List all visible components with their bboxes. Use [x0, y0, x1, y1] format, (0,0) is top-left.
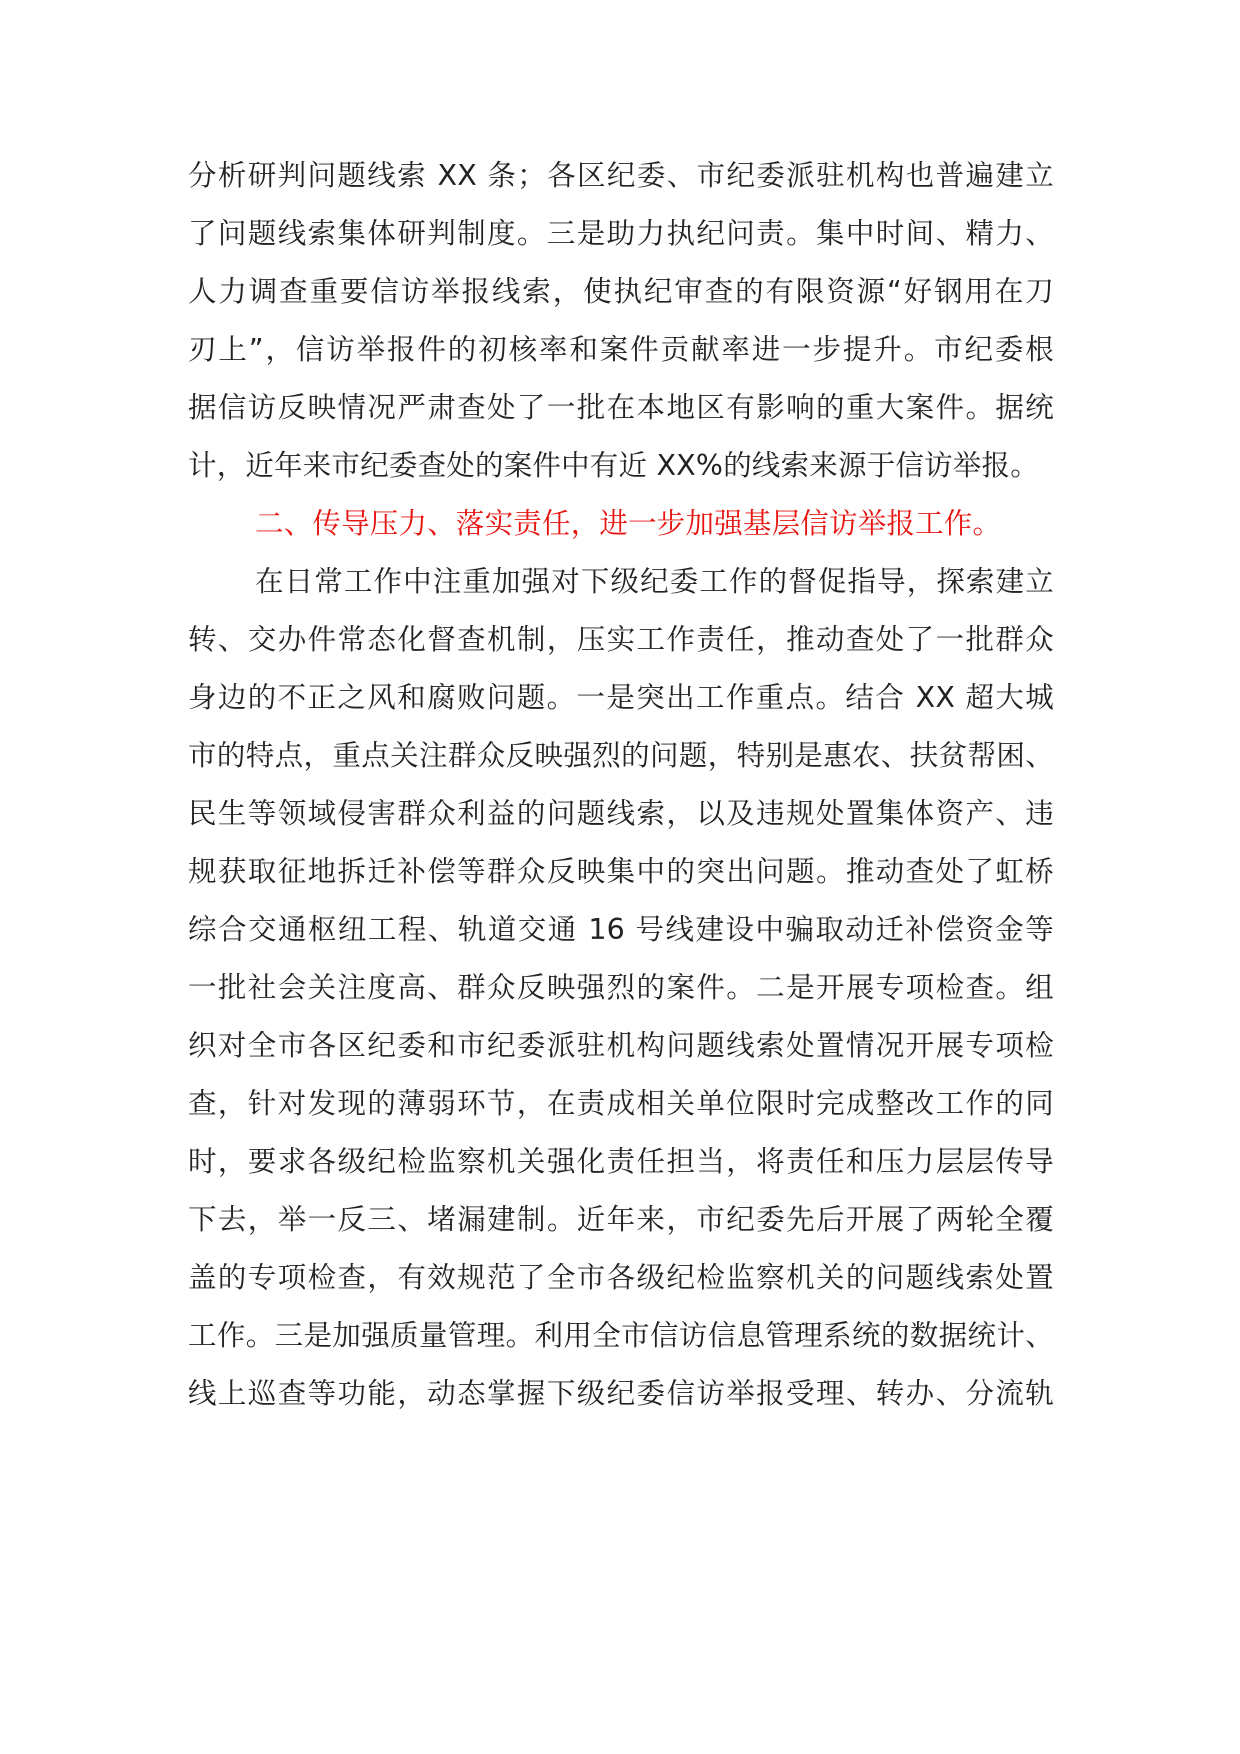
body-line: 在日常工作中注重加强对下级纪委工作的督促指导，探索建立	[255, 565, 1054, 598]
body-line: 一批社会关注度高、群众反映强烈的案件。二是开展专项检查。组	[188, 971, 1054, 1004]
body-line: 时，要求各级纪检监察机关强化责任担当，将责任和压力层层传导	[188, 1145, 1054, 1178]
body-line: 民生等领域侵害群众利益的问题线索，以及违规处置集体资产、违	[188, 797, 1054, 830]
body-line: 规获取征地拆迁补偿等群众反映集中的突出问题。推动查处了虹桥	[188, 855, 1054, 888]
body-line: 身边的不正之风和腐败问题。一是突出工作重点。结合 XX 超大城	[188, 681, 1054, 714]
body-line: 盖的专项检查，有效规范了全市各级纪检监察机关的问题线索处置	[188, 1261, 1054, 1294]
body-line: 查，针对发现的薄弱环节，在责成相关单位限时完成整改工作的同	[188, 1087, 1054, 1120]
body-line: 了问题线索集体研判制度。三是助力执纪问责。集中时间、精力、	[188, 217, 1054, 250]
body-line: 线上巡查等功能，动态掌握下级纪委信访举报受理、转办、分流轨	[188, 1377, 1054, 1410]
body-line: 分析研判问题线索 XX 条；各区纪委、市纪委派驻机构也普遍建立	[188, 159, 1054, 192]
body-line: 转、交办件常态化督查机制，压实工作责任，推动查处了一批群众	[188, 623, 1054, 656]
body-line: 刃上”，信访举报件的初核率和案件贡献率进一步提升。市纪委根	[188, 333, 1054, 366]
body-line: 下去，举一反三、堵漏建制。近年来，市纪委先后开展了两轮全覆	[188, 1203, 1054, 1236]
body-line: 据信访反映情况严肃查处了一批在本地区有影响的重大案件。据统	[188, 391, 1054, 424]
body-line: 织对全市各区纪委和市纪委派驻机构问题线索处置情况开展专项检	[188, 1029, 1054, 1062]
section-heading: 二、传导压力、落实责任，进一步加强基层信访举报工作。	[255, 507, 1002, 540]
body-line: 人力调查重要信访举报线索，使执纪审查的有限资源“好钢用在刀	[188, 275, 1054, 308]
body-line: 工作。三是加强质量管理。利用全市信访信息管理系统的数据统计、	[188, 1319, 1054, 1352]
body-line: 综合交通枢纽工程、轨道交通 16 号线建设中骗取动迁补偿资金等	[188, 913, 1054, 946]
body-line: 市的特点，重点关注群众反映强烈的问题，特别是惠农、扶贫帮困、	[188, 739, 1054, 772]
body-line: 计，近年来市纪委查处的案件中有近 XX%的线索来源于信访举报。	[188, 449, 1039, 482]
